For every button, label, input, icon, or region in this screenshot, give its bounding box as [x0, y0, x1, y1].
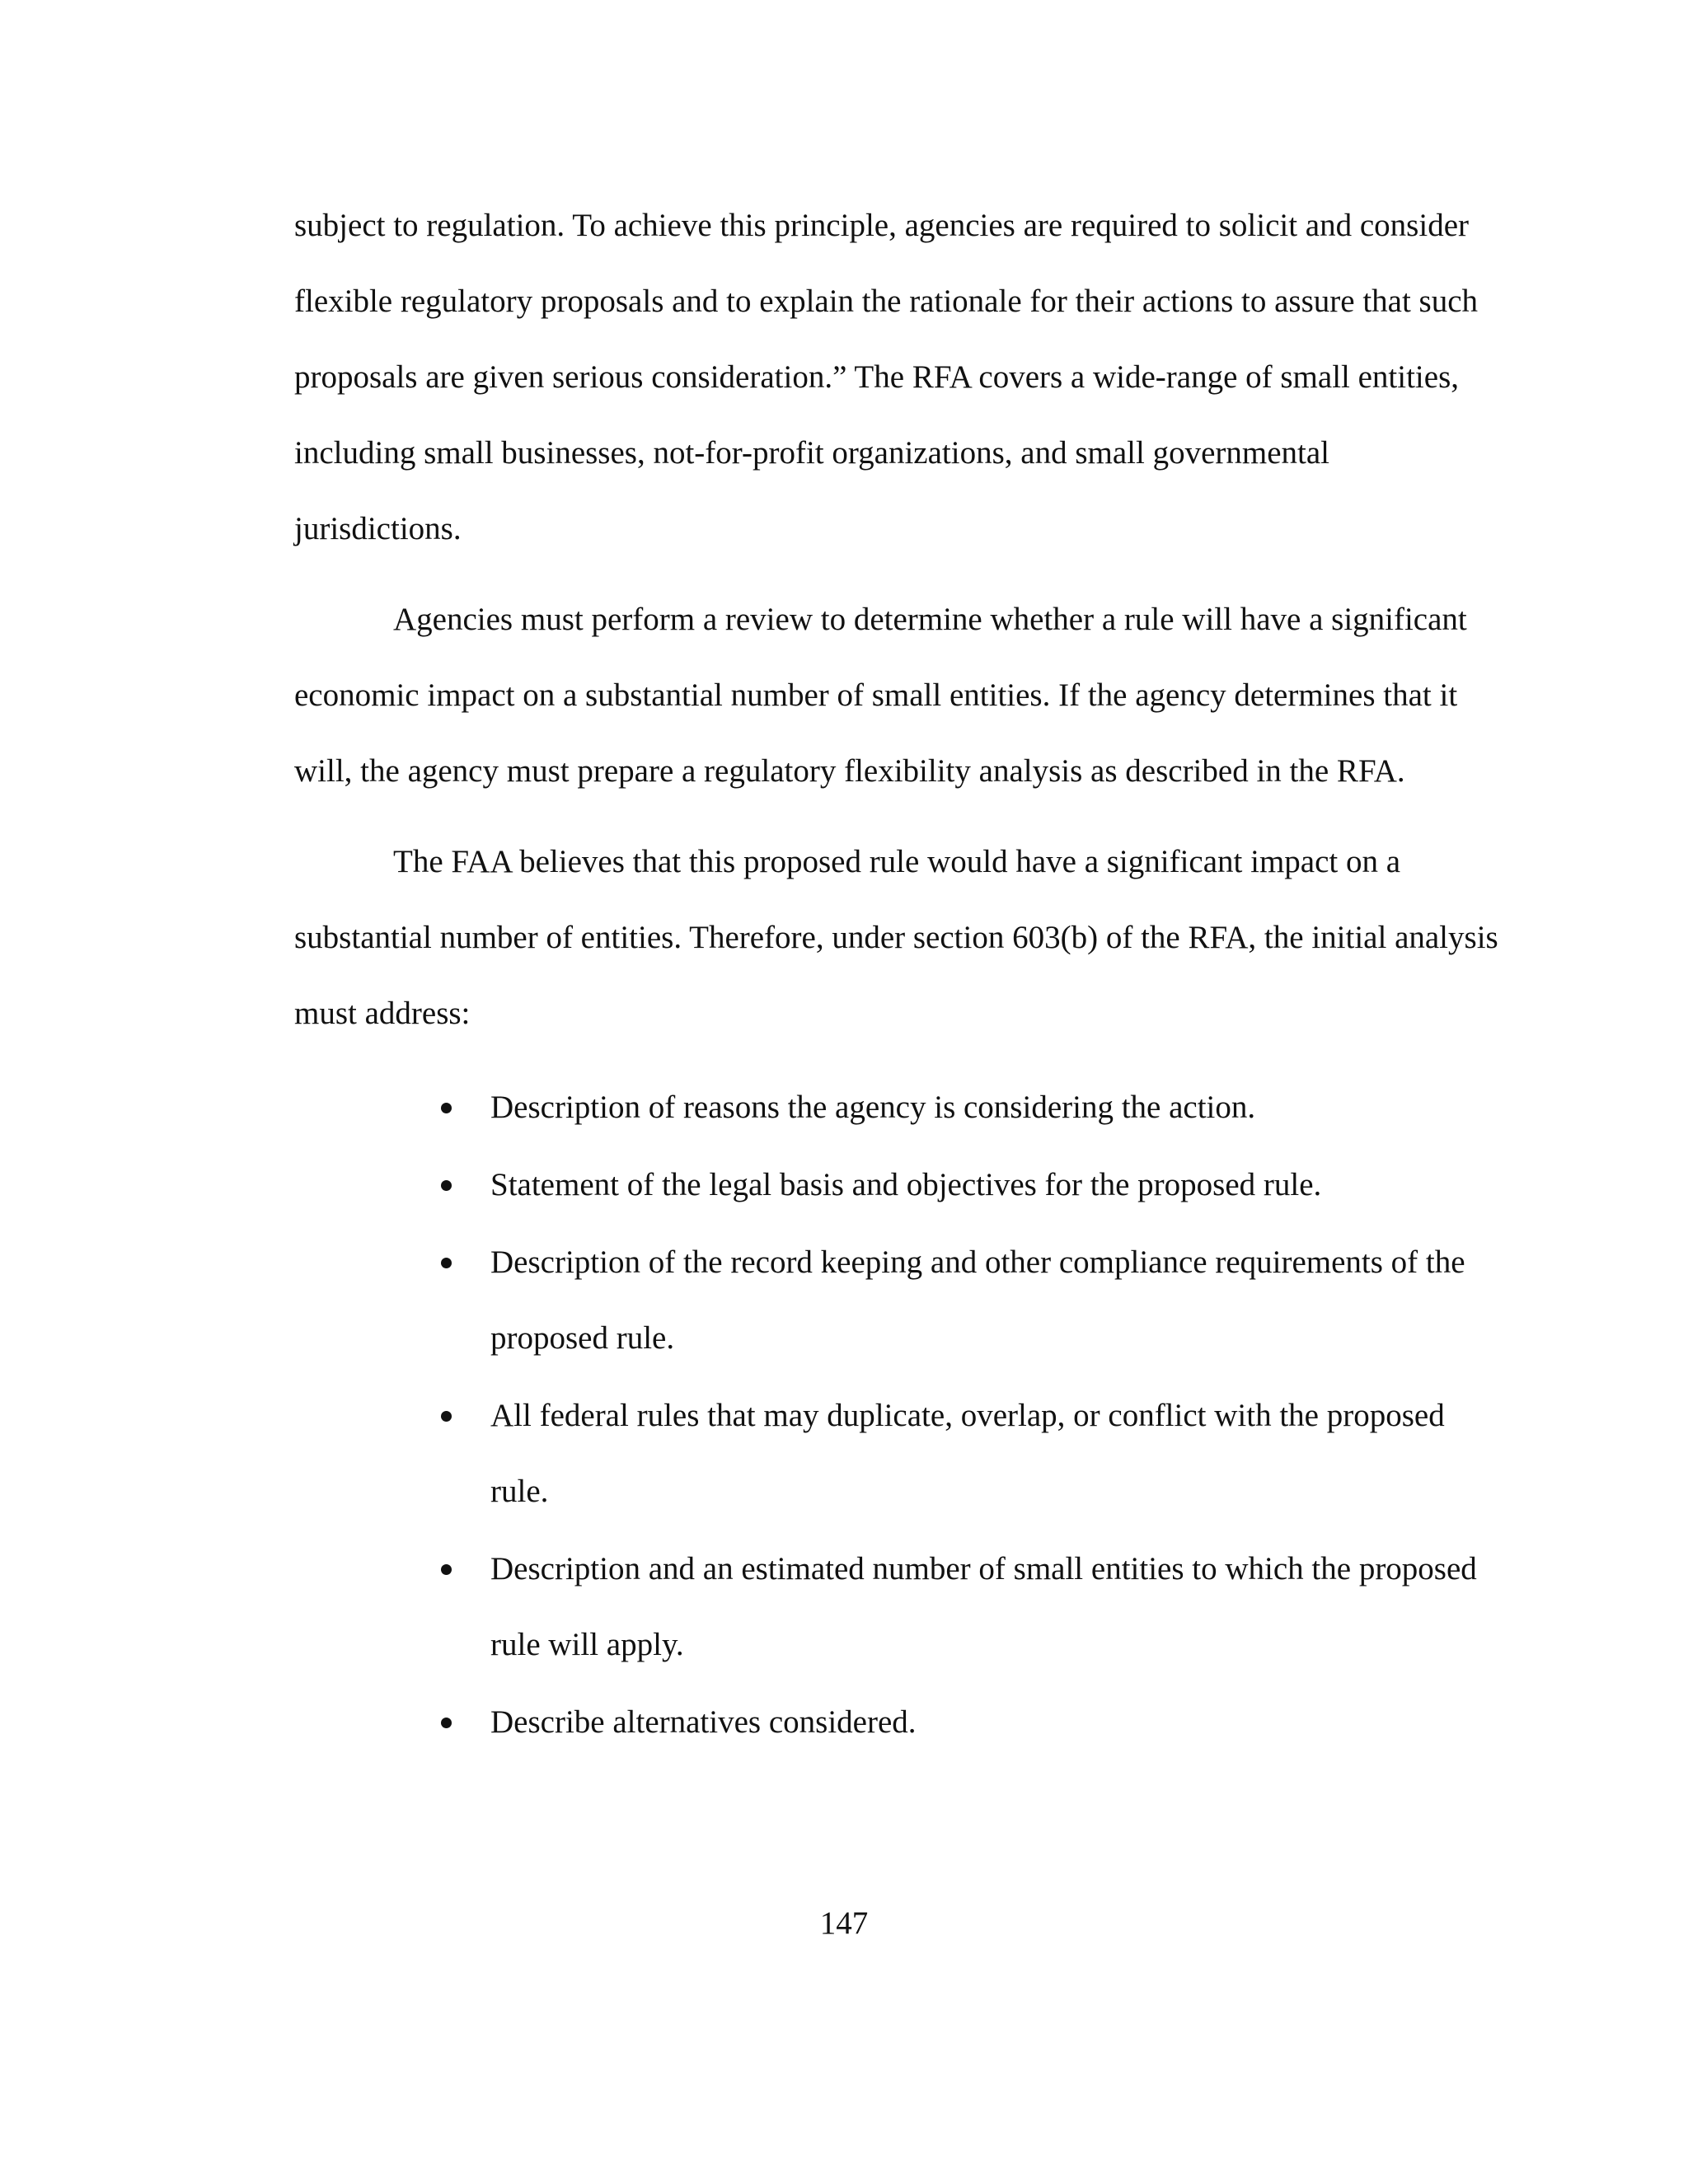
page-number: 147 [819, 1905, 869, 1941]
paragraph-faa-belief: The FAA believes that this proposed rule would have a significant impact on a substantial number of entities. Therefore, under section 603(b) of the RFA, the initial analysis must address: [294, 844, 1498, 1031]
list-item [294, 1070, 1499, 1146]
list-item [294, 1225, 1499, 1376]
bullet-icon [441, 1718, 452, 1728]
list-item-text: Description of reasons the agency is considering the action. [490, 1090, 1256, 1125]
paragraph-review-requirement: Agencies must perform a review to determine whether a rule will have a significant economic impact on a substantial number of small entities. If the agency determines that it will, the agency must prepare a regulatory flexibility analysis as described in the RFA. [294, 602, 1467, 789]
bullet-icon [441, 1103, 452, 1113]
page-body [294, 188, 1499, 1762]
list-item-text: Statement of the legal basis and objectives for the proposed rule. [490, 1167, 1322, 1202]
list-item [294, 1531, 1499, 1683]
bullet-icon [441, 1564, 452, 1575]
list-item-text: All federal rules that may duplicate, overlap, or conflict with the proposed rule. [490, 1398, 1445, 1509]
bullet-icon [441, 1258, 452, 1268]
list-item [294, 1378, 1499, 1530]
list-item-text: Description of the record keeping and other compliance requirements of the proposed rule. [490, 1244, 1465, 1356]
bullet-icon [441, 1180, 452, 1191]
list-item-text: Describe alternatives considered. [490, 1704, 917, 1740]
list-item-text: Description and an estimated number of small entities to which the proposed rule will apply. [490, 1551, 1477, 1662]
analysis-requirements-list [294, 1070, 1499, 1760]
list-item [294, 1147, 1499, 1223]
bullet-icon [441, 1411, 452, 1422]
list-item [294, 1685, 1499, 1760]
paragraph-continuation: subject to regulation. To achieve this principle, agencies are required to solicit and consider flexible regulatory proposals and to explain the rationale for their actions to assure that such proposals are given serious consideration.” The RFA covers a wide-range of small entities, including small businesses, not-for-profit organizations, and small governmental jurisdictions. [294, 208, 1479, 546]
